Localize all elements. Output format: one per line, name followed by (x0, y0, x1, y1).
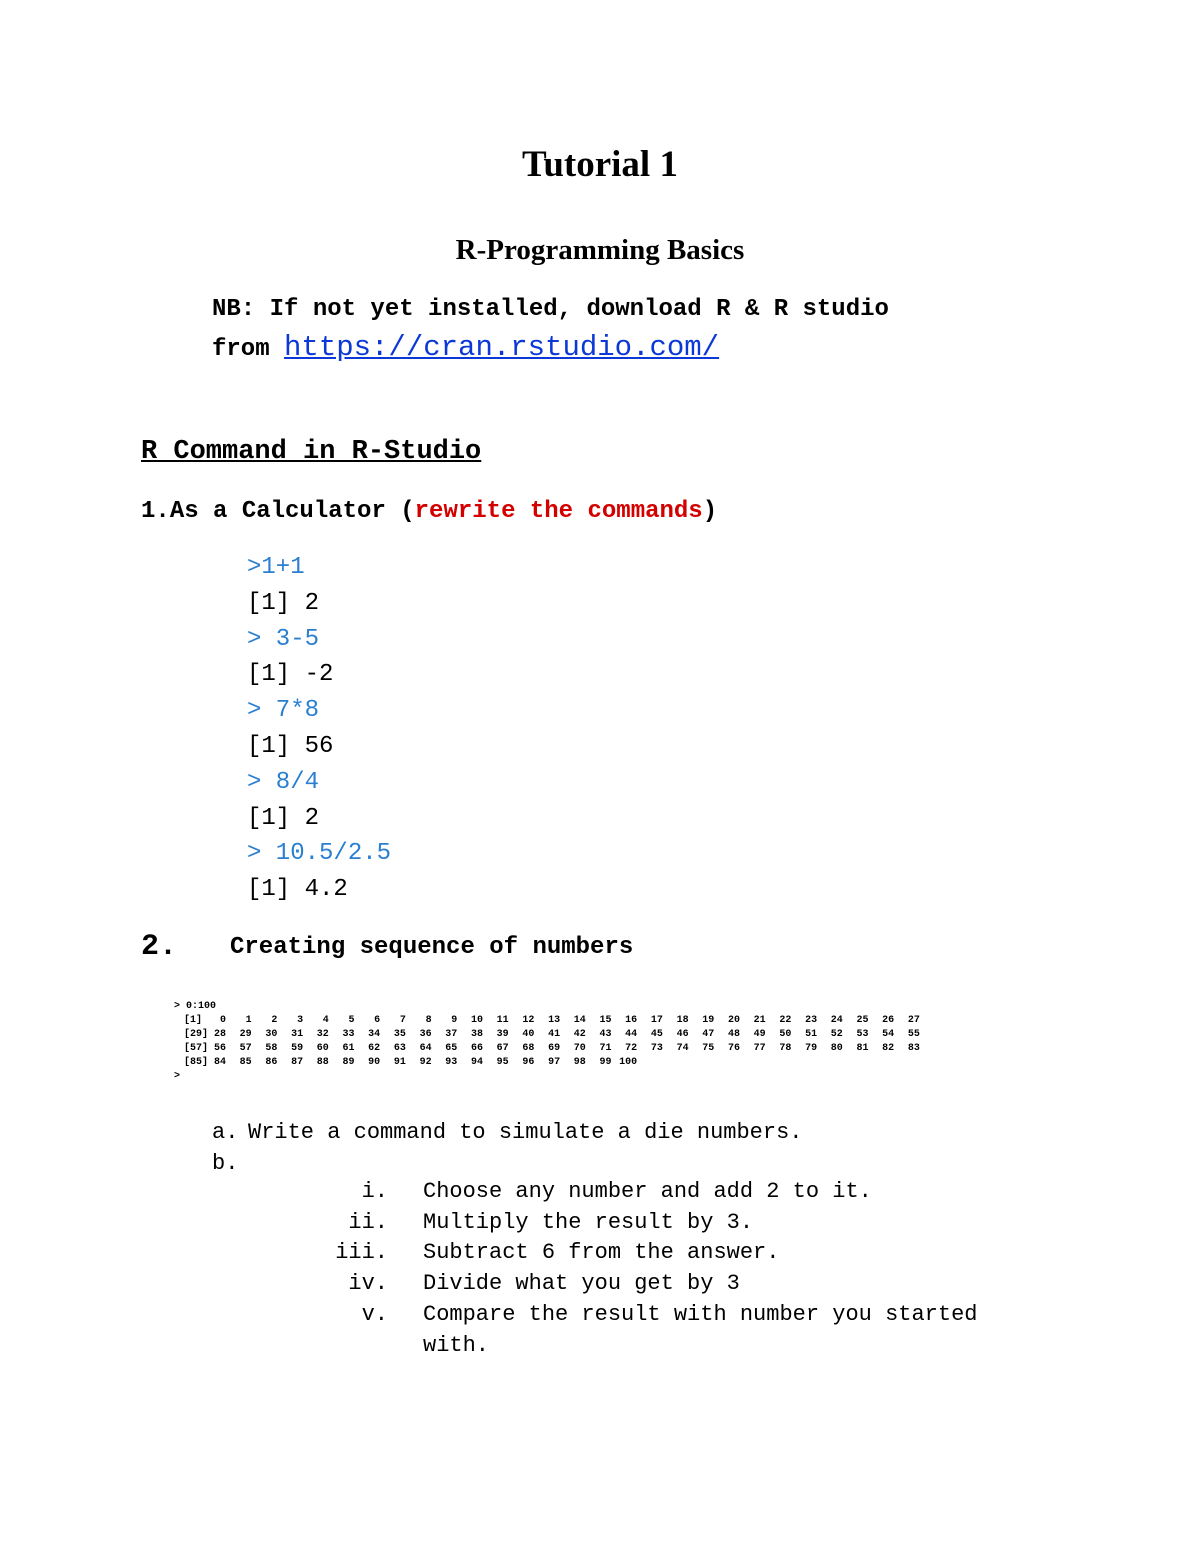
sequence-value: 35 (393, 1029, 406, 1040)
sequence-value: 70 (573, 1043, 586, 1054)
sequence-value: 75 (702, 1043, 715, 1054)
sequence-row (174, 1056, 954, 1070)
sequence-value: 96 (522, 1057, 535, 1068)
sequence-value: 94 (470, 1057, 483, 1068)
sequence-value: 46 (676, 1029, 689, 1040)
sequence-value: 50 (779, 1029, 792, 1040)
item1-heading (141, 498, 717, 525)
sequence-value: 100 (619, 1057, 638, 1068)
sequence-value: 38 (470, 1029, 483, 1040)
sequence-command: > 0:100 (174, 1001, 217, 1012)
nb-note-line1: NB: If not yet installed, download R & R studio (212, 296, 889, 323)
sequence-value: 17 (650, 1015, 663, 1026)
sequence-value: 76 (727, 1043, 740, 1054)
sequence-value: 64 (419, 1043, 432, 1054)
sequence-value: 5 (348, 1015, 355, 1026)
sequence-value: 58 (265, 1043, 278, 1054)
sequence-value: 12 (522, 1015, 535, 1026)
nb-note-line2 (212, 331, 719, 364)
console-output: [1] -2 (247, 661, 334, 689)
sequence-value: 34 (368, 1029, 381, 1040)
sequence-value: 88 (316, 1057, 329, 1068)
sequence-value: 31 (291, 1029, 304, 1040)
sequence-value: 7 (399, 1015, 406, 1026)
sequence-value: 63 (393, 1043, 406, 1054)
task-a-text: Write a command to simulate a die numbers. (248, 1120, 803, 1145)
sequence-value: 53 (856, 1029, 869, 1040)
sequence-value: 79 (805, 1043, 818, 1054)
sequence-value: 51 (805, 1029, 818, 1040)
sequence-value: 40 (522, 1029, 535, 1040)
sequence-value: 84 (213, 1057, 226, 1068)
sequence-value: 30 (265, 1029, 278, 1040)
item2-number: 2. (141, 930, 178, 964)
sequence-value: 86 (265, 1057, 278, 1068)
sequence-value: 87 (291, 1057, 304, 1068)
sequence-value: 68 (522, 1043, 535, 1054)
cran-download-link[interactable]: https://cran.rstudio.com/ (284, 331, 720, 364)
console-command: > 8/4 (247, 768, 320, 796)
sequence-value: 78 (779, 1043, 792, 1054)
sequence-prompt: > (174, 1071, 181, 1082)
sequence-value: 33 (342, 1029, 355, 1040)
sequence-value: 98 (573, 1057, 586, 1068)
sequence-value: 15 (599, 1015, 612, 1026)
sequence-value: 69 (548, 1043, 561, 1054)
sequence-value: 82 (882, 1043, 895, 1054)
sequence-value: 52 (830, 1029, 843, 1040)
sequence-value: 22 (779, 1015, 792, 1026)
subtask-text: Compare the result with number you started (423, 1302, 978, 1327)
sequence-row-index: [29] (184, 1029, 209, 1040)
page-title: Tutorial 1 (522, 144, 678, 185)
sequence-row-index: [57] (184, 1043, 209, 1054)
sequence-value: 66 (470, 1043, 483, 1054)
console-command: > 3-5 (247, 625, 320, 653)
sequence-value: 20 (727, 1015, 740, 1026)
sequence-value: 77 (753, 1043, 766, 1054)
item1-text: As a Calculator ( (169, 498, 415, 525)
sequence-value: 83 (907, 1043, 920, 1054)
sequence-value: 21 (753, 1015, 766, 1026)
console-command: >1+1 (247, 554, 305, 581)
sequence-value: 80 (830, 1043, 843, 1054)
sequence-value: 95 (496, 1057, 509, 1068)
sequence-value: 11 (496, 1015, 509, 1026)
sequence-value: 45 (650, 1029, 663, 1040)
sequence-value: 41 (548, 1029, 561, 1040)
sequence-value: 14 (573, 1015, 586, 1026)
sequence-value: 67 (496, 1043, 509, 1054)
nb-note-prefix: from (212, 336, 285, 363)
item1-close: ) (702, 498, 718, 525)
sequence-value: 24 (830, 1015, 843, 1026)
sequence-value: 4 (322, 1015, 329, 1026)
sequence-value: 49 (753, 1029, 766, 1040)
sequence-value: 62 (368, 1043, 381, 1054)
subtask-label: ii. (348, 1210, 388, 1235)
sequence-row-index: [1] (184, 1015, 203, 1026)
sequence-value: 93 (445, 1057, 458, 1068)
sequence-value: 73 (650, 1043, 663, 1054)
sequence-value: 27 (907, 1015, 920, 1026)
console-command: > 7*8 (247, 697, 320, 725)
sequence-value: 55 (907, 1029, 920, 1040)
sequence-value: 90 (368, 1057, 381, 1068)
subtask-text: Subtract 6 from the answer. (423, 1240, 780, 1265)
console-command: > 10.5/2.5 (247, 840, 392, 868)
sequence-row-index: [85] (184, 1057, 209, 1068)
subtask-text: Choose any number and add 2 to it. (423, 1179, 872, 1204)
subtask-label: iv. (348, 1271, 388, 1296)
page-subtitle: R-Programming Basics (455, 234, 745, 266)
sequence-value: 91 (393, 1057, 406, 1068)
subtask-text: Divide what you get by 3 (423, 1271, 740, 1296)
sequence-value: 65 (445, 1043, 458, 1054)
sequence-value: 74 (676, 1043, 689, 1054)
sequence-value: 32 (316, 1029, 329, 1040)
sequence-value: 47 (702, 1029, 715, 1040)
sequence-value: 26 (882, 1015, 895, 1026)
sequence-value: 39 (496, 1029, 509, 1040)
sequence-value: 81 (856, 1043, 869, 1054)
sequence-value: 56 (213, 1043, 226, 1054)
console-output: [1] 56 (247, 733, 334, 760)
subtask-label: iii. (335, 1240, 388, 1265)
console-output: [1] 4.2 (247, 876, 348, 904)
sequence-value: 29 (239, 1029, 252, 1040)
sequence-value: 28 (213, 1029, 226, 1040)
sequence-value: 13 (548, 1015, 561, 1026)
sequence-value: 89 (342, 1057, 355, 1068)
sequence-value: 16 (625, 1015, 638, 1026)
sequence-value: 43 (599, 1029, 612, 1040)
sequence-value: 60 (316, 1043, 329, 1054)
sequence-value: 85 (239, 1057, 252, 1068)
sequence-row (174, 1014, 954, 1028)
sequence-value: 61 (342, 1043, 355, 1054)
sequence-value: 37 (445, 1029, 458, 1040)
sequence-value: 8 (425, 1015, 432, 1026)
subtask-label: v. (361, 1302, 388, 1327)
item1-emphasis: rewrite the commands (414, 498, 703, 525)
sequence-value: 36 (419, 1029, 432, 1040)
sequence-value: 57 (239, 1043, 252, 1054)
task-b-label: b. (212, 1151, 239, 1176)
sequence-row (174, 1042, 954, 1056)
sequence-value: 23 (805, 1015, 818, 1026)
sequence-value: 1 (245, 1015, 252, 1026)
sequence-value: 71 (599, 1043, 612, 1054)
sequence-value: 3 (297, 1015, 304, 1026)
section-heading: R Command in R-Studio (141, 437, 482, 467)
sequence-value: 18 (676, 1015, 689, 1026)
sequence-value: 0 (219, 1015, 226, 1026)
sequence-value: 72 (625, 1043, 638, 1054)
sequence-value: 2 (271, 1015, 278, 1026)
sequence-value: 99 (599, 1057, 612, 1068)
sequence-value: 10 (470, 1015, 483, 1026)
sequence-value: 92 (419, 1057, 432, 1068)
sequence-row (174, 1028, 954, 1042)
sequence-value: 25 (856, 1015, 869, 1026)
console-output: [1] 2 (247, 589, 320, 617)
task-a-label: a. (212, 1120, 239, 1145)
sequence-value: 54 (882, 1029, 895, 1040)
item2-heading: Creating sequence of numbers (230, 934, 634, 961)
sequence-value: 9 (451, 1015, 458, 1026)
item1-number: 1. (141, 498, 170, 525)
sequence-value: 19 (702, 1015, 715, 1026)
sequence-output (174, 1000, 954, 1084)
sequence-value: 59 (291, 1043, 304, 1054)
task-v-continuation: with. (423, 1333, 490, 1358)
sequence-value: 42 (573, 1029, 586, 1040)
sequence-value: 6 (374, 1015, 381, 1026)
sequence-value: 44 (625, 1029, 638, 1040)
sequence-rows (174, 1014, 954, 1070)
sequence-value: 48 (727, 1029, 740, 1040)
subtask-label: i. (361, 1179, 388, 1204)
subtask-text: Multiply the result by 3. (423, 1210, 754, 1235)
console-output: [1] 2 (247, 804, 320, 832)
sequence-value: 97 (548, 1057, 561, 1068)
